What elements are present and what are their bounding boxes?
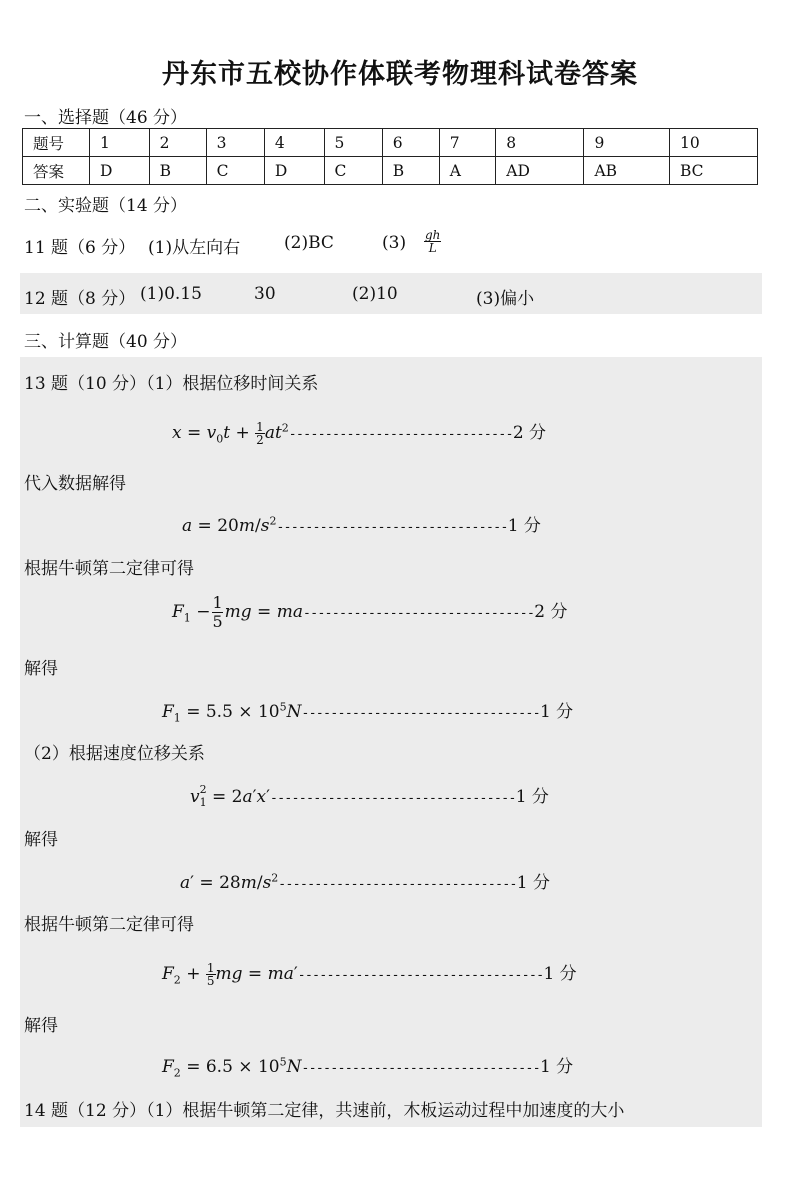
row-header-question: 题号	[23, 129, 90, 157]
page-title: 丹东市五校协作体联考物理科试卷答案	[162, 59, 638, 90]
table-cell: C	[324, 157, 382, 185]
frac-numerator: 1	[212, 593, 223, 612]
score: 1 分	[543, 964, 577, 984]
equation-acceleration-2: $a' = 28m/s^2---------------------------------1$ 分	[180, 871, 551, 893]
q12-part1: (1)0.15	[140, 284, 202, 304]
q11-part2: (2)BC	[284, 233, 334, 253]
equation-displacement: $x = v_0t$ + $\frac{1}{2}$ $at^2-------------------------------2$ 分	[172, 420, 547, 447]
exponent: 5	[279, 1055, 287, 1069]
unit: N	[286, 1057, 302, 1077]
score: 1 分	[539, 702, 574, 722]
q12-part3: (3)偏小	[476, 289, 535, 309]
table-cell: 7	[439, 129, 496, 157]
section-2-heading: 二、实验题（14 分）	[24, 196, 188, 216]
frac-numerator: gh	[425, 228, 441, 242]
table-cell: 4	[264, 129, 324, 157]
q11-fraction	[424, 229, 441, 254]
q11-part3: (3)	[382, 233, 407, 253]
frac-denominator: 2	[256, 433, 264, 447]
value-F1: 5.5 × 10	[205, 702, 280, 722]
text-solve-2: 解得	[24, 830, 58, 850]
table-cell: 5	[324, 129, 382, 157]
value-a2: 28	[219, 873, 241, 893]
table-cell: D	[90, 157, 150, 185]
text-part-2: （2）根据速度位移关系	[24, 744, 205, 764]
value-a: 20	[217, 516, 239, 536]
score: 1 分	[516, 873, 551, 893]
q12-label: 12 题（8 分）	[24, 289, 136, 309]
frac-denominator: L	[428, 241, 437, 255]
table-cell: 8	[496, 129, 584, 157]
q14-intro: 14 题（12 分）（1）根据牛顿第二定律，共速前，木板运动过程中加速度的大小	[24, 1101, 625, 1121]
text-newton-1: 根据牛顿第二定律可得	[24, 559, 194, 579]
table-cell: C	[206, 157, 264, 185]
score: 1 分	[539, 1057, 574, 1077]
q13-intro: 13 题（10 分）（1）根据位移时间关系	[24, 374, 319, 394]
score: 1 分	[515, 787, 549, 807]
equation-newton-2: $F_2$ + $\frac{1}{5}$ mg = ma′----------------------------------1 分	[162, 961, 577, 988]
equation-F1: $F_1 = 5.5 \times 10^5N---------------------------------1$ 分	[162, 700, 574, 725]
equation-velocity: v $_{2 1}$ = 2a′x′----------------------------------1 分	[190, 783, 549, 810]
row-header-answer: 答案	[23, 157, 90, 185]
section-3-heading: 三、计算题（40 分）	[24, 332, 188, 352]
text-substitute: 代入数据解得	[24, 474, 126, 494]
q12-part2: (2)10	[352, 284, 398, 304]
frac-numerator: 1	[206, 961, 215, 975]
frac-denominator: 5	[206, 974, 215, 988]
table-row	[23, 129, 758, 157]
table-cell: BC	[669, 157, 757, 185]
q12-part1b: 30	[254, 284, 276, 304]
table-row	[23, 157, 758, 185]
table-cell: 10	[669, 129, 757, 157]
section-1-heading: 一、选择题（46 分）	[24, 108, 188, 128]
table-cell: B	[149, 157, 206, 185]
score: 2 分	[534, 602, 568, 622]
table-cell: 6	[382, 129, 439, 157]
frac-numerator: 1	[256, 420, 264, 434]
value-F2: 6.5 × 10	[205, 1057, 280, 1077]
table-cell: A	[439, 157, 496, 185]
score: 2 分	[512, 423, 547, 443]
equation-newton-1: $F_1$ − $\frac{1}{5}$ mg = ma--------------------------------2 分	[172, 593, 568, 631]
text-solve-1: 解得	[24, 659, 58, 679]
q11-part1: (1)从左向右	[148, 238, 241, 258]
table-cell: D	[264, 157, 324, 185]
equation-F2: $F_2 = 6.5 \times 10^5N---------------------------------1$ 分	[162, 1055, 574, 1080]
score: 1 分	[507, 516, 541, 536]
q11-label: 11 题（6 分）	[24, 238, 136, 258]
table-cell: 9	[584, 129, 670, 157]
table-cell: 3	[206, 129, 264, 157]
frac-denominator: 5	[212, 612, 223, 631]
equation-acceleration: $a = 20m/s^2--------------------------------1$ 分	[182, 514, 541, 536]
table-cell: B	[382, 157, 439, 185]
text-solve-3: 解得	[24, 1016, 58, 1036]
table-cell: AB	[584, 157, 670, 185]
table-cell: AD	[496, 157, 584, 185]
table-cell: 2	[149, 129, 206, 157]
exponent: 5	[279, 700, 287, 714]
unit: N	[286, 702, 302, 722]
answer-table	[22, 128, 758, 185]
text-newton-2: 根据牛顿第二定律可得	[24, 915, 194, 935]
table-cell: 1	[90, 129, 150, 157]
